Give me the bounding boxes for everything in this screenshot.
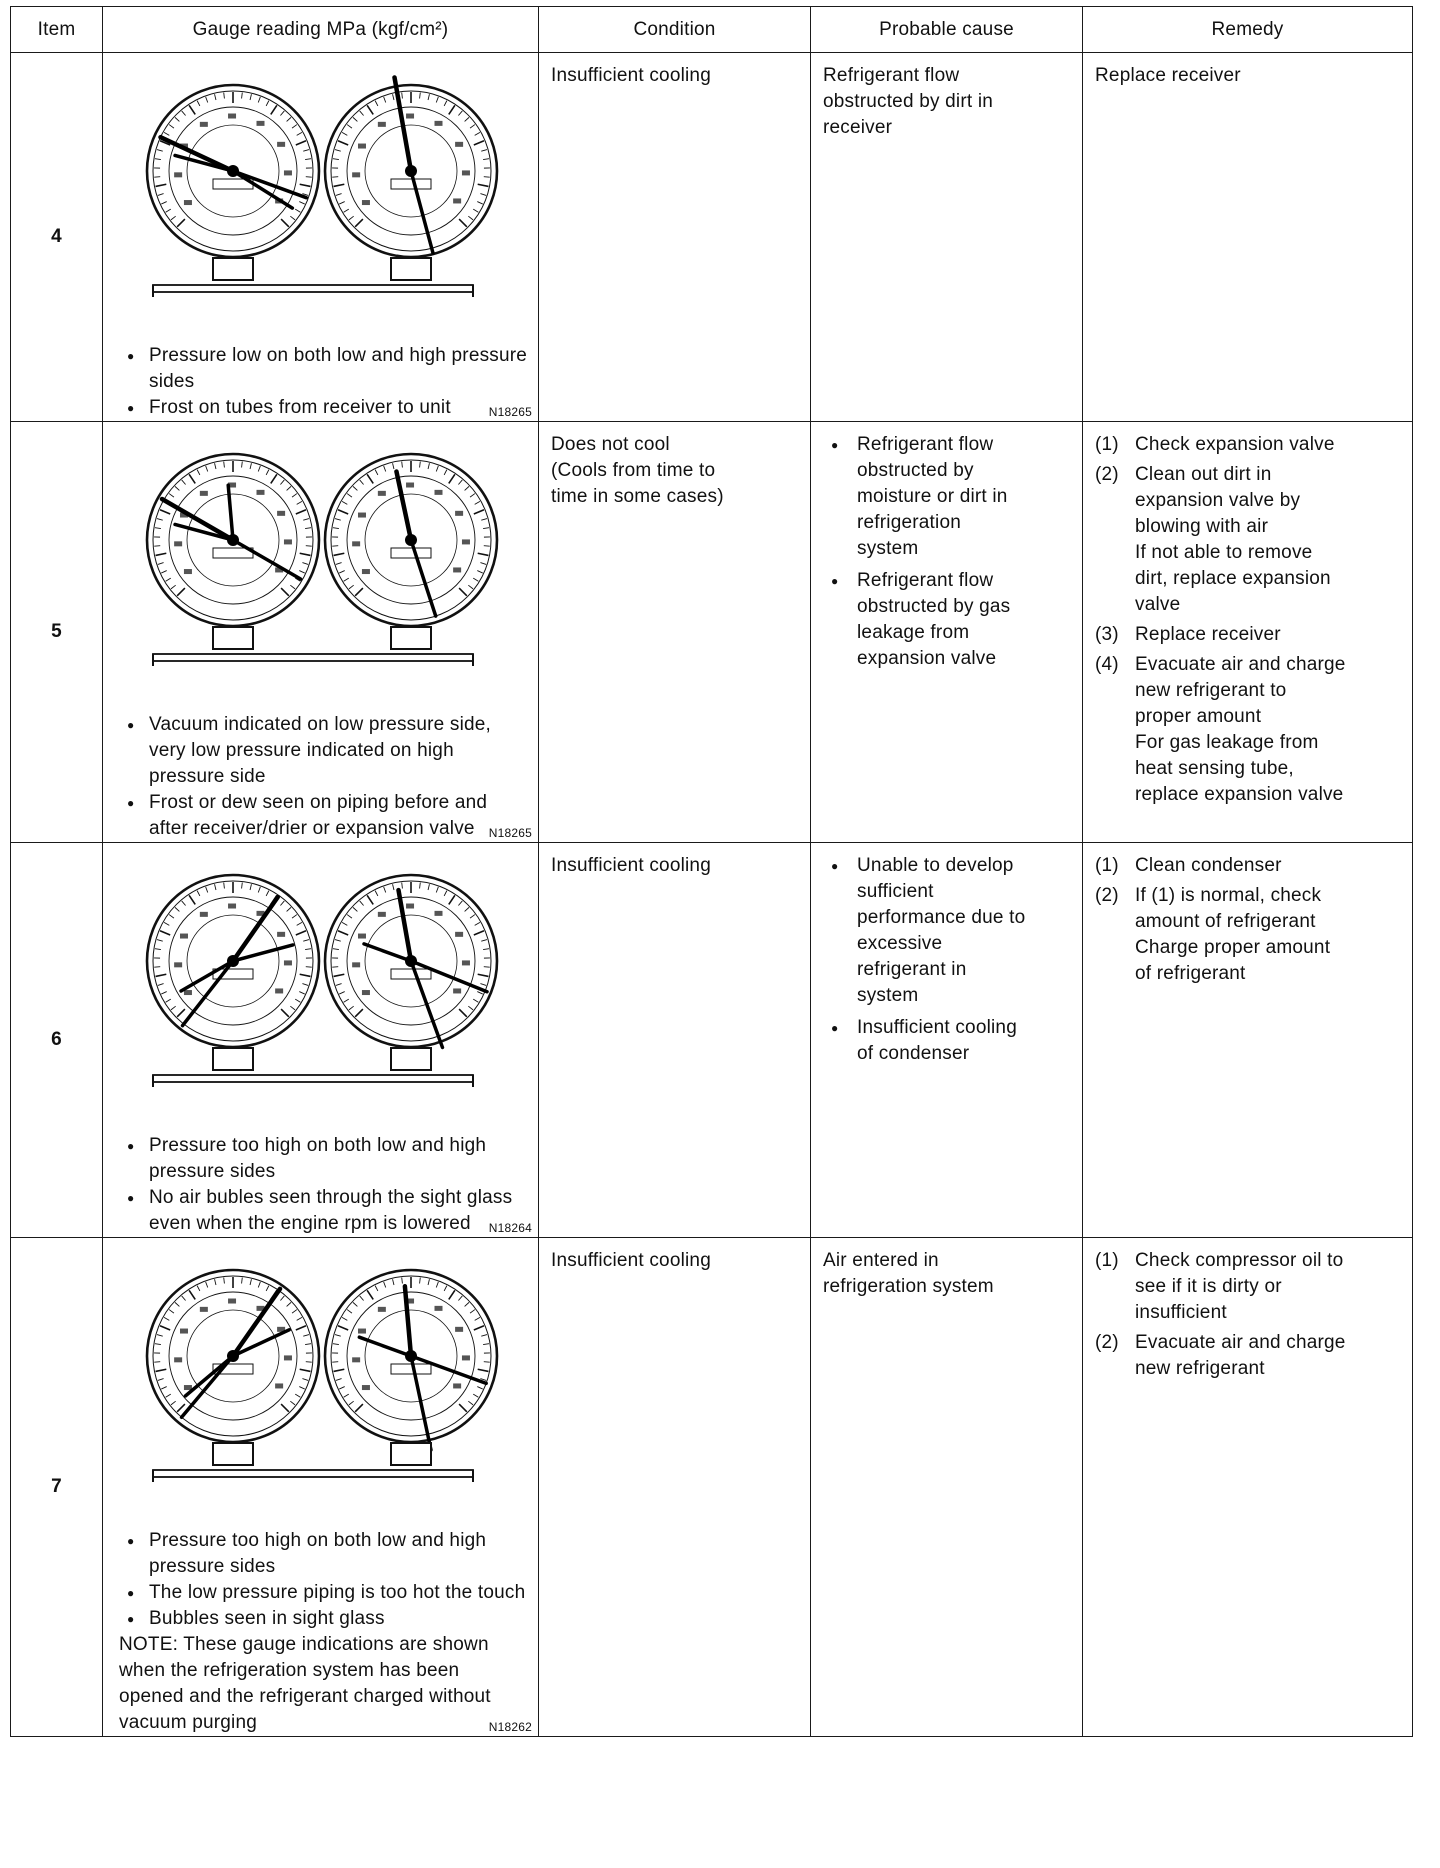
- cause-item: ● Refrigerant flow obstructed by gas leakage from expansion valve: [823, 568, 1070, 672]
- remedy-cell: [1083, 1238, 1413, 1737]
- remedy-step-number: (2): [1095, 1332, 1119, 1353]
- probable-cause-cell: [811, 1238, 1083, 1737]
- observation-item: ● Bubbles seen in sight glass: [119, 1606, 528, 1632]
- observation-item: ● Frost on tubes from receiver to unit: [119, 395, 528, 421]
- condition-cell: Insufficient cooling: [539, 843, 811, 1238]
- probable-cause-text: Air entered in refrigeration system: [823, 1250, 994, 1297]
- probable-cause-cell: [811, 53, 1083, 422]
- high-pressure-gauge: [325, 454, 497, 649]
- observation-list: [113, 1528, 528, 1632]
- high-pressure-gauge: [325, 875, 497, 1070]
- figure-code: N18265: [488, 826, 532, 840]
- condition-cell: Insufficient cooling: [539, 1238, 811, 1737]
- remedy-step: [1095, 622, 1400, 648]
- gauge-pair-figure: [113, 1238, 527, 1528]
- cause-list: [823, 853, 1070, 1067]
- remedy-step: [1095, 853, 1400, 879]
- remedy-steps: [1095, 1248, 1400, 1382]
- remedy-step: [1095, 1248, 1400, 1326]
- remedy-step-number: (2): [1095, 464, 1119, 485]
- table-row: [11, 422, 1413, 843]
- header-item: Item: [11, 7, 103, 53]
- cause-list: [823, 432, 1070, 672]
- header-remedy: Remedy: [1083, 7, 1413, 53]
- remedy-step-number: (1): [1095, 434, 1119, 455]
- manifold-bar: [153, 654, 473, 661]
- remedy-step-number: (1): [1095, 855, 1119, 876]
- remedy-step-text: If (1) is normal, check amount of refrigerant Charge proper amount of refrigerant: [1135, 885, 1331, 984]
- gauge-pair-figure: [113, 843, 527, 1133]
- high-pressure-gauge: [325, 77, 497, 280]
- probable-cause-text: Refrigerant flow obstructed by dirt in receiver: [823, 65, 994, 138]
- remedy-step: [1095, 432, 1400, 458]
- remedy-step: [1095, 1330, 1400, 1382]
- observation-item: ● Pressure too high on both low and high pressure sides: [119, 1133, 528, 1185]
- troubleshooting-table: [10, 6, 1413, 1737]
- remedy-step-number: (2): [1095, 885, 1119, 906]
- gauge-illustration: [113, 53, 528, 343]
- remedy-step-text: Replace receiver: [1135, 624, 1281, 645]
- header-gauge-reading: Gauge reading MPa (kgf/cm²): [103, 7, 539, 53]
- remedy-step-text: Check expansion valve: [1135, 434, 1335, 455]
- remedy-step-text: Clean condenser: [1135, 855, 1282, 876]
- low-pressure-gauge: [147, 1270, 319, 1465]
- remedy-cell: [1083, 843, 1413, 1238]
- low-pressure-gauge: [147, 875, 319, 1070]
- remedy-step-text: Clean out dirt in expansion valve by blowing with air If not able to remove dirt, replace expansion valve: [1135, 464, 1331, 615]
- remedy-step: [1095, 652, 1400, 808]
- observation-item: ● Pressure low on both low and high pressure sides: [119, 343, 528, 395]
- gauge-reading-cell: [103, 53, 539, 422]
- gauge-reading-cell: [103, 1238, 539, 1737]
- low-pressure-gauge: [147, 85, 319, 280]
- gauge-pair-figure: [113, 422, 527, 712]
- table-row: [11, 53, 1413, 422]
- manifold-bar: [153, 1075, 473, 1082]
- gauge-reading-cell: [103, 422, 539, 843]
- manifold-bar: [153, 285, 473, 292]
- figure-code: N18264: [488, 1221, 532, 1235]
- table-row: [11, 1238, 1413, 1737]
- remedy-step-text: Evacuate air and charge new refrigerant: [1135, 1332, 1346, 1379]
- remedy-steps: [1095, 853, 1400, 987]
- remedy-step-number: (4): [1095, 654, 1119, 675]
- high-pressure-gauge: [325, 1270, 497, 1465]
- header-condition: Condition: [539, 7, 811, 53]
- observation-list: [113, 1133, 528, 1237]
- remedy-step-number: (3): [1095, 624, 1119, 645]
- manifold-bar: [153, 1470, 473, 1477]
- probable-cause-cell: [811, 843, 1083, 1238]
- condition-cell: Does not cool (Cools from time to time in some cases): [539, 422, 811, 843]
- remedy-cell: [1083, 53, 1413, 422]
- observation-item: ● Frost or dew seen on piping before and after receiver/drier or expansion valve: [119, 790, 528, 842]
- figure-code: N18265: [488, 405, 532, 419]
- remedy-text: Replace receiver: [1095, 65, 1241, 86]
- header-row: [11, 7, 1413, 53]
- cause-item: ● Unable to develop sufficient performance due to excessive refrigerant in system: [823, 853, 1070, 1009]
- table-row: [11, 843, 1413, 1238]
- item-number: 7: [11, 1238, 103, 1737]
- cause-item: ● Refrigerant flow obstructed by moisture or dirt in refrigeration system: [823, 432, 1070, 562]
- observation-list: [113, 343, 528, 421]
- item-number: 4: [11, 53, 103, 422]
- observation-item: ● Pressure too high on both low and high pressure sides: [119, 1528, 528, 1580]
- header-probable-cause: Probable cause: [811, 7, 1083, 53]
- observation-item: ● The low pressure piping is too hot the touch: [119, 1580, 528, 1606]
- condition-cell: Insufficient cooling: [539, 53, 811, 422]
- item-number: 6: [11, 843, 103, 1238]
- remedy-steps: [1095, 432, 1400, 808]
- probable-cause-cell: [811, 422, 1083, 843]
- observation-item: ● No air bubles seen through the sight glass even when the engine rpm is lowered: [119, 1185, 528, 1237]
- remedy-step-text: Check compressor oil to see if it is dirty or insufficient: [1135, 1250, 1344, 1323]
- remedy-step-text: Evacuate air and charge new refrigerant to proper amount For gas leakage from heat sensing tube, replace expansion valve: [1135, 654, 1346, 805]
- cause-item: ● Insufficient cooling of condenser: [823, 1015, 1070, 1067]
- gauge-note: NOTE: These gauge indications are shown when the refrigeration system has been opened and the refrigerant charged without vacuum purging: [119, 1634, 491, 1733]
- gauge-reading-cell: [103, 843, 539, 1238]
- gauge-pair-figure: [113, 53, 527, 343]
- observation-list: [113, 712, 528, 842]
- remedy-cell: [1083, 422, 1413, 843]
- gauge-illustration: [113, 1238, 528, 1528]
- low-pressure-gauge: [147, 454, 319, 649]
- remedy-step: [1095, 883, 1400, 987]
- remedy-step-number: (1): [1095, 1250, 1119, 1271]
- observation-item: ● Vacuum indicated on low pressure side, very low pressure indicated on high pressure side: [119, 712, 528, 790]
- remedy-step: [1095, 462, 1400, 618]
- figure-code: N18262: [488, 1720, 532, 1734]
- gauge-illustration: [113, 843, 528, 1133]
- item-number: 5: [11, 422, 103, 843]
- gauge-illustration: [113, 422, 528, 712]
